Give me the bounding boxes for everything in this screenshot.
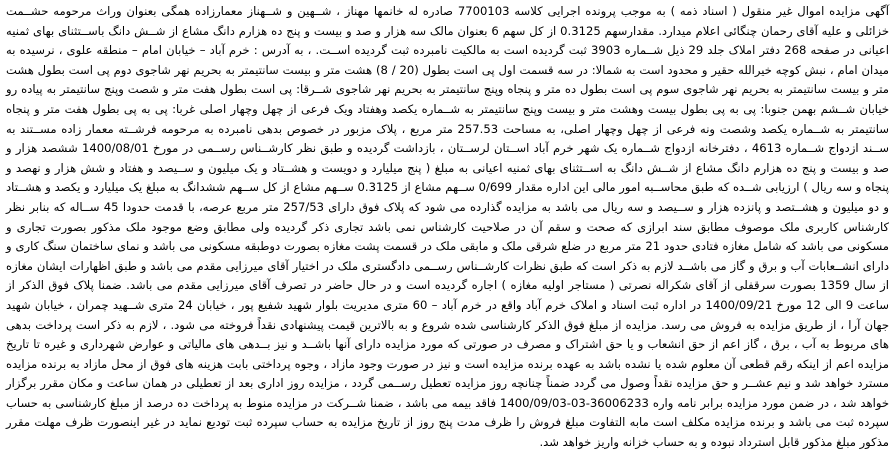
notice-body: آگهی مزایده اموال غیر منقول ( اسناد ذمه ) به موجب پرونده اجرایی کلاسه 7700103 صادره له خانمها مهناز ، شــهین و شــهناز معمارزاده همگی بعنوان وراث مرحومه حشــمت خزائلی و علیه آقای رحمان چنگائی اعلام میدارد. مقدارسهم 0.3125 از کل سهم 6 بعنوان مالک سه هزار و صد و بیست و پنج ده هزارم دانگ مشاع از شــش دانگ باســتثنای بهای ثمنیه اعیانی در صفحه 268 دفتر املاک جلد 29 ذیل شــماره 3903 ثبت گردیده است به مالکیت نامبرده ثبت گردیده اســت. ، به آدرس : خرم آباد – خیابان امام – منطقه علوی ، نرسیده به میدان امام ، نبش کوچه خیرالله حقیر و محدود است به شمالا: در سه قسمت اول پی است بطول (20 / 8) هشت متر و بیست سانتیمتر به بحریم نهر شاجوی دوم پی است بطول هشت متر و بیست سانتیمتر به بحریم نهر شاجوی سوم پی است بطول ده متر و پنجاه وپنج سانتیمتر به بحریم نهر شاجوی شــرقا: پی است بطول هفت متر و شصت وپنج سانتیمتر به پیاده رو خیابان شــشم بهمن جنوبا: پی به پی بطول بیست وهشت متر و بیست وپنج سانتیمتر به شــماره یکصد وهفتاد ویک فرعی از چهل وچهار اصلی غربا: پی به پی بطول هفت متر و پنجاه سانتیمتر به شــماره یکصد وشصت ونه فرعی از چهل وچهار اصلی، به مساحت 257.53 متر مربع ، پلاک مزبور در خصوص بدهی نامبرده به مرحومه فرشــته معمار زاده مســتند به ســند ازدواج شــماره 4613 ، دفترخانه ازدواج شــماره یک شهر خرم آباد اســتان لرســتان ، بازداشت گردیده و طبق نظر کارشــناس رســمی در مورخ 1400/08/01 ششصد هزار و صد و بیست و پنج ده هزارم دانگ مشاع از شــش دانگ به اســتثنای بهای ثمنیه اعیانی به مبلغ ( پنج میلیارد و دویست و هشــتاد و یک میلیون و ســیصد و هفتاد و شش هزار و نهصد و پنجاه و سه ریال ) ارزیابی شــده که طبق محاســبه امور مالی این اداره مقدار 0/699 ســهم مشاع از 0.3125 ســهم مشاع از کل ســهم ششدانگ به مبلغ یک میلیارد و یکصد و هشــتاد و دو میلیون و هشــتصد و پانزده هزار و ســیصد و سه ریال می باشد به مزایده گذارده می شود که پلاک فوق دارای 257/53 متر مربع عرصه، با قدمت حدودا 45 ســاله که بنابر نظر کارشناس کاربری ملک موصوف مطابق سند ابرازی که صحت و سقم آن در صلاحیت کارشناس نمی باشد تجاری ذکر گردیده ولی مطابق وضع موجود ملک مذکور بصورت تجاری و مسکونی می باشد که شامل مغازه فتادی حدود 21 متر مربع در ضلع شرقی ملک و مابقی ملک در قسمت پشت مغازه بصورت دوطبقه مسکونی می باشد و نمای ساختمان سنگ کاری و دارای انشــعابات آب و برق و گاز می باشــد لازم به ذکر است که طبق نظرات کارشــناس رســمی دادگستری ملک در اختیار آقای میرزایی مقدم می باشد و طبق اظهارات ایشان مغازه از سال 1359 بصورت سرقفلی از آقای شکراله نصرتی ( مستاجر اولیه مغازه ) اجاره گردیده است و در حال حاضر در تصرف آقای میرزایی مقدم می باشد. ضمنا پلاک فوق الذکر از ساعت 9 الی 12 مورخ 1400/09/21 در اداره ثبت اسناد و املاک خرم آباد واقع در خرم آباد – 60 متری مدیریت بلوار شهید شفیع پور ، خیابان 24 متری شــهید چمران ، خیابان شهید جهان آرا ، از طریق مزایده به فروش می رسد. مزایده از مبلغ فوق الذکر کارشناسی شده شروع و به بالاترین قیمت پیشنهادی نقداً فروخته می شود. ، لازم به ذکر است پرداخت بدهی های مربوط به آب ، برق ، گاز اعم از حق انشعاب و یا حق اشتراک و مصرف در صورتی که مورد مزایده دارای آنها باشــد و نیز بــدهی های مالیاتی و عوارض شهرداری و غیره تا تاریخ مزایده اعم از اینکه رقم قطعی آن معلوم شده یا نشده باشد به عهده برنده مزایده است و نیز در صورت وجود مازاد ، وجوه پرداختی بابت هزینه های فوق از محل مازاد به برنده مزایده مسترد خواهد شد و نیم عشــر و حق مزایده نقداً وصول می گردد ضمناً چنانچه روز مزایده تعطیل رســمی گردد ، مزایده روز اداری بعد از تعطیلی در همان ساعت و مکان مقرر برگزار خواهد شد ، در ضمن مورد مزایده برابر نامه واره 36006233-03-1400/09/03 فاقد بیمه می باشد ، ضمنا شــرکت در مزایده منوط به پرداخت ده درصد از مبلغ کارشناسی به حساب سپرده ثبت می باشد و برنده مزایده مکلف است مابه التفاوت مبلغ فروش را ظرف مدت پنج روز از تاریخ مزایده به حساب سپرده ثبت تودیع نماید در غیر اینصورت ظرف مهلت مقرر مذکور مبلغ مذکور قابل استرداد نبوده و به حساب خزانه واریز خواهد شد. (6, 4, 890, 450)
